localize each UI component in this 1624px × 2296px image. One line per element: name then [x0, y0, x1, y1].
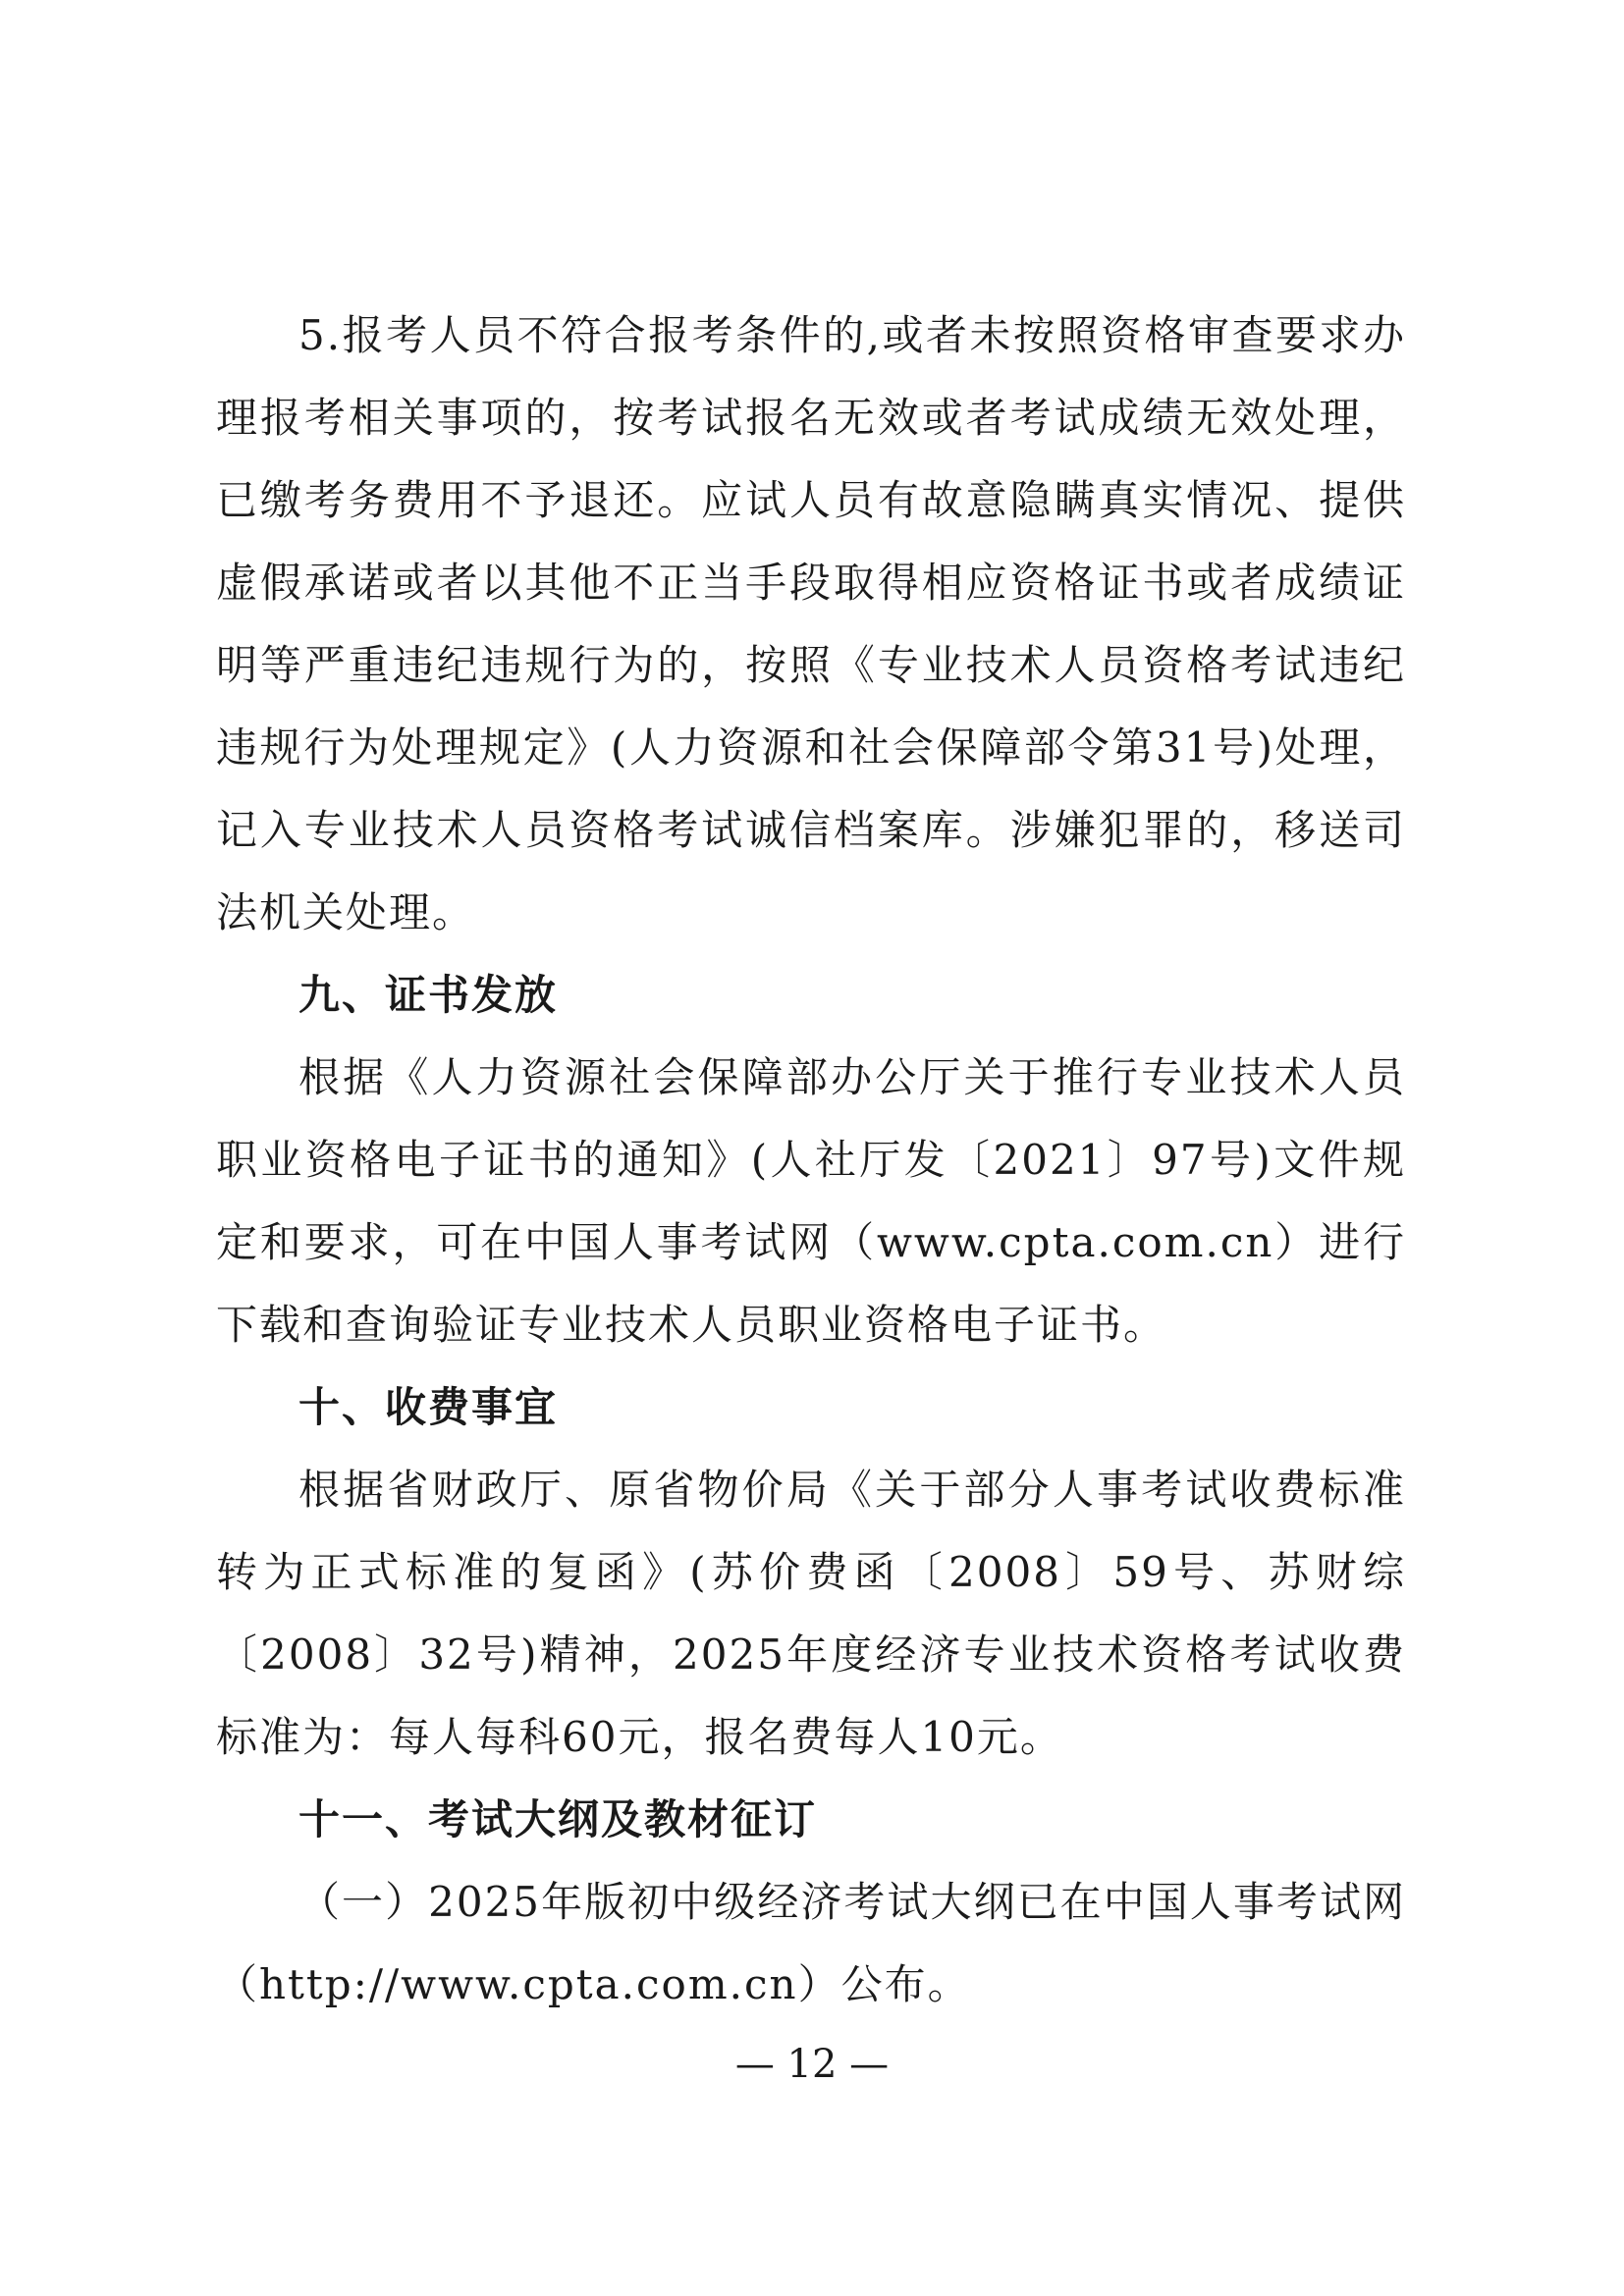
section-heading-syllabus: 十一、考试大纲及教材征订 [298, 1795, 818, 1843]
paragraph-fees: 根据省财政厅、原省物价局《关于部分人事考试收费标准转为正式标准的复函》(苏价费函〔2008〕59号、苏财综〔2008〕32号)精神，2025年度经济专业技术资格考试收费标准为：每人每科60元，报名费每人10元。 [216, 1466, 1406, 1761]
paragraph-syllabus: （一）2025年版初中级经济考试大纲已在中国人事考试网（http://www.cpta.com.cn）公布。 [216, 1878, 1406, 2008]
paragraph-rule-5: 5.报考人员不符合报考条件的,或者未按照资格审查要求办理报考相关事项的，按考试报名无效或者考试成绩无效处理，已缴考务费用不予退还。应试人员有故意隐瞒真实情况、提供虚假承诺或者以其他不正当手段取得相应资格证书或者成绩证明等严重违纪违规行为的，按照《专业技术人员资格考试违纪违规行为处理规定》(人力资源和社会保障部令第31号)处理，记入专业技术人员资格考试诚信档案库。涉嫌犯罪的，移送司法机关处理。 [216, 311, 1406, 936]
section-heading-certificate: 九、证书发放 [298, 971, 559, 1019]
document-body [216, 294, 1406, 2026]
section-heading-fees: 十、收费事宜 [298, 1383, 559, 1431]
page-number: — 12 — [734, 2042, 890, 2087]
paragraph-certificate: 根据《人力资源社会保障部办公厅关于推行专业技术人员职业资格电子证书的通知》(人社厅发〔2021〕97号)文件规定和要求，可在中国人事考试网（www.cpta.com.cn）进行下载和查询验证专业技术人员职业资格电子证书。 [216, 1053, 1406, 1349]
